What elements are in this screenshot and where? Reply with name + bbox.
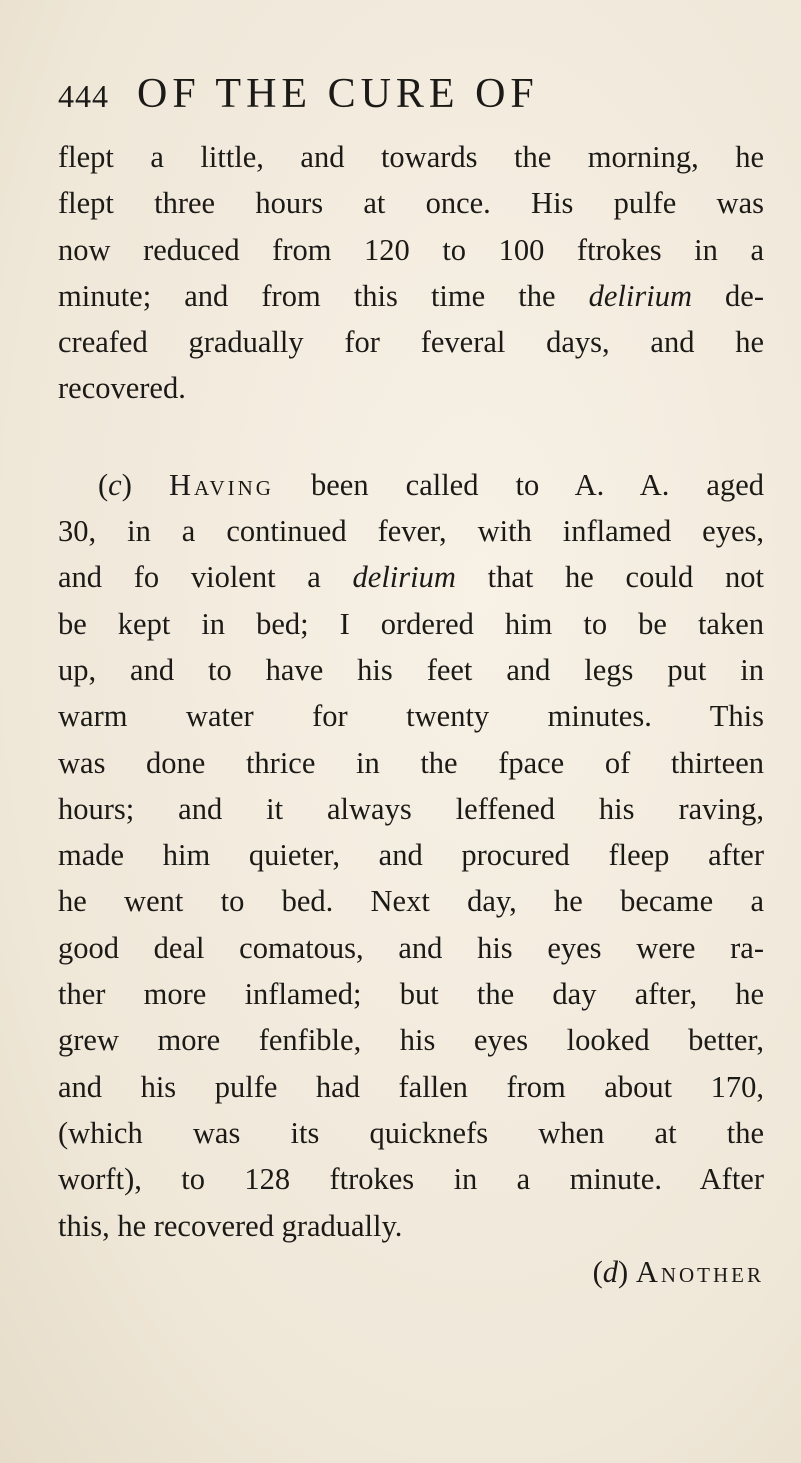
text-line xyxy=(58,971,764,1017)
text-segment: recovered. xyxy=(58,371,186,406)
text-segment: creafed gradually for feveral days, and he xyxy=(58,325,764,360)
text-segment: worft), to 128 ftrokes in a minute. After xyxy=(58,1162,764,1197)
text-segment: grew more fenfible, his eyes looked better, xyxy=(58,1023,764,1058)
small-caps-text: Another xyxy=(635,1254,764,1289)
text-line xyxy=(58,878,764,924)
text-line xyxy=(58,554,764,600)
page-number: 444 xyxy=(58,78,109,114)
text-line xyxy=(58,647,764,693)
text-segment: and his pulfe had fallen from about 170, xyxy=(58,1069,764,1104)
text-line xyxy=(58,1156,764,1202)
running-head xyxy=(58,70,758,130)
text-segment: warm water for twenty minutes. This xyxy=(58,699,764,734)
text-line xyxy=(58,786,764,832)
text-segment: de- xyxy=(691,278,765,313)
text-line xyxy=(58,601,764,647)
text-segment: minute; and from this time the xyxy=(58,278,589,313)
text-line xyxy=(58,1064,764,1110)
text-segment: ( xyxy=(98,467,109,502)
text-segment: been called to A. A. aged xyxy=(273,467,764,502)
text-line xyxy=(58,740,764,786)
text-segment: up, and to have his feet and legs put in xyxy=(58,652,764,687)
text-line xyxy=(58,227,764,273)
text-line xyxy=(58,365,764,411)
text-line xyxy=(58,1110,764,1156)
text-segment: and fo violent a xyxy=(58,560,353,595)
text-segment: ( xyxy=(592,1254,603,1289)
text-line xyxy=(58,134,764,180)
text-segment: be kept in bed; I ordered him to be taken xyxy=(58,606,764,641)
text-line xyxy=(58,693,764,739)
text-line xyxy=(58,1203,764,1249)
text-line xyxy=(58,180,764,226)
text-line xyxy=(58,832,764,878)
text-segment: (which was its quicknefs when at the xyxy=(58,1115,764,1150)
text-line xyxy=(58,462,764,508)
italic-text: delirium xyxy=(352,560,456,595)
text-line xyxy=(58,319,764,365)
running-title: OF THE CURE OF xyxy=(137,71,539,117)
text-segment: good deal comatous, and his eyes were ra- xyxy=(58,930,764,965)
text-segment: flept a little, and towards the morning, he xyxy=(58,140,764,174)
paragraph-1 xyxy=(58,134,764,412)
text-line xyxy=(58,273,764,319)
italic-text: delirium xyxy=(588,278,692,313)
text-segment: now reduced from 120 to 100 ftrokes in a xyxy=(58,232,764,267)
text-line xyxy=(58,1017,764,1063)
body-text xyxy=(58,134,764,1295)
small-caps-text: Having xyxy=(168,467,274,502)
text-line xyxy=(58,925,764,971)
paragraph-gap xyxy=(58,412,764,462)
text-segment: this, he recovered gradually. xyxy=(58,1208,403,1243)
text-segment: that he could not xyxy=(455,560,764,595)
paragraph-2 xyxy=(58,462,764,1249)
catchword xyxy=(58,1249,764,1295)
text-segment: he went to bed. Next day, he became a xyxy=(58,884,764,919)
text-segment: ) xyxy=(121,467,169,502)
text-line xyxy=(58,508,764,554)
italic-text: c xyxy=(108,467,122,502)
text-segment: made him quieter, and procured fleep after xyxy=(58,838,764,873)
text-segment: 30, in a continued fever, with inflamed eyes, xyxy=(58,514,764,549)
text-segment: was done thrice in the fpace of thirteen xyxy=(58,745,764,780)
text-segment: ther more inflamed; but the day after, he xyxy=(58,977,764,1012)
text-segment: ) xyxy=(618,1254,636,1289)
italic-text: d xyxy=(602,1254,619,1289)
text-segment: flept three hours at once. His pulfe was xyxy=(58,186,764,221)
text-segment: hours; and it always leffened his raving, xyxy=(58,791,764,826)
